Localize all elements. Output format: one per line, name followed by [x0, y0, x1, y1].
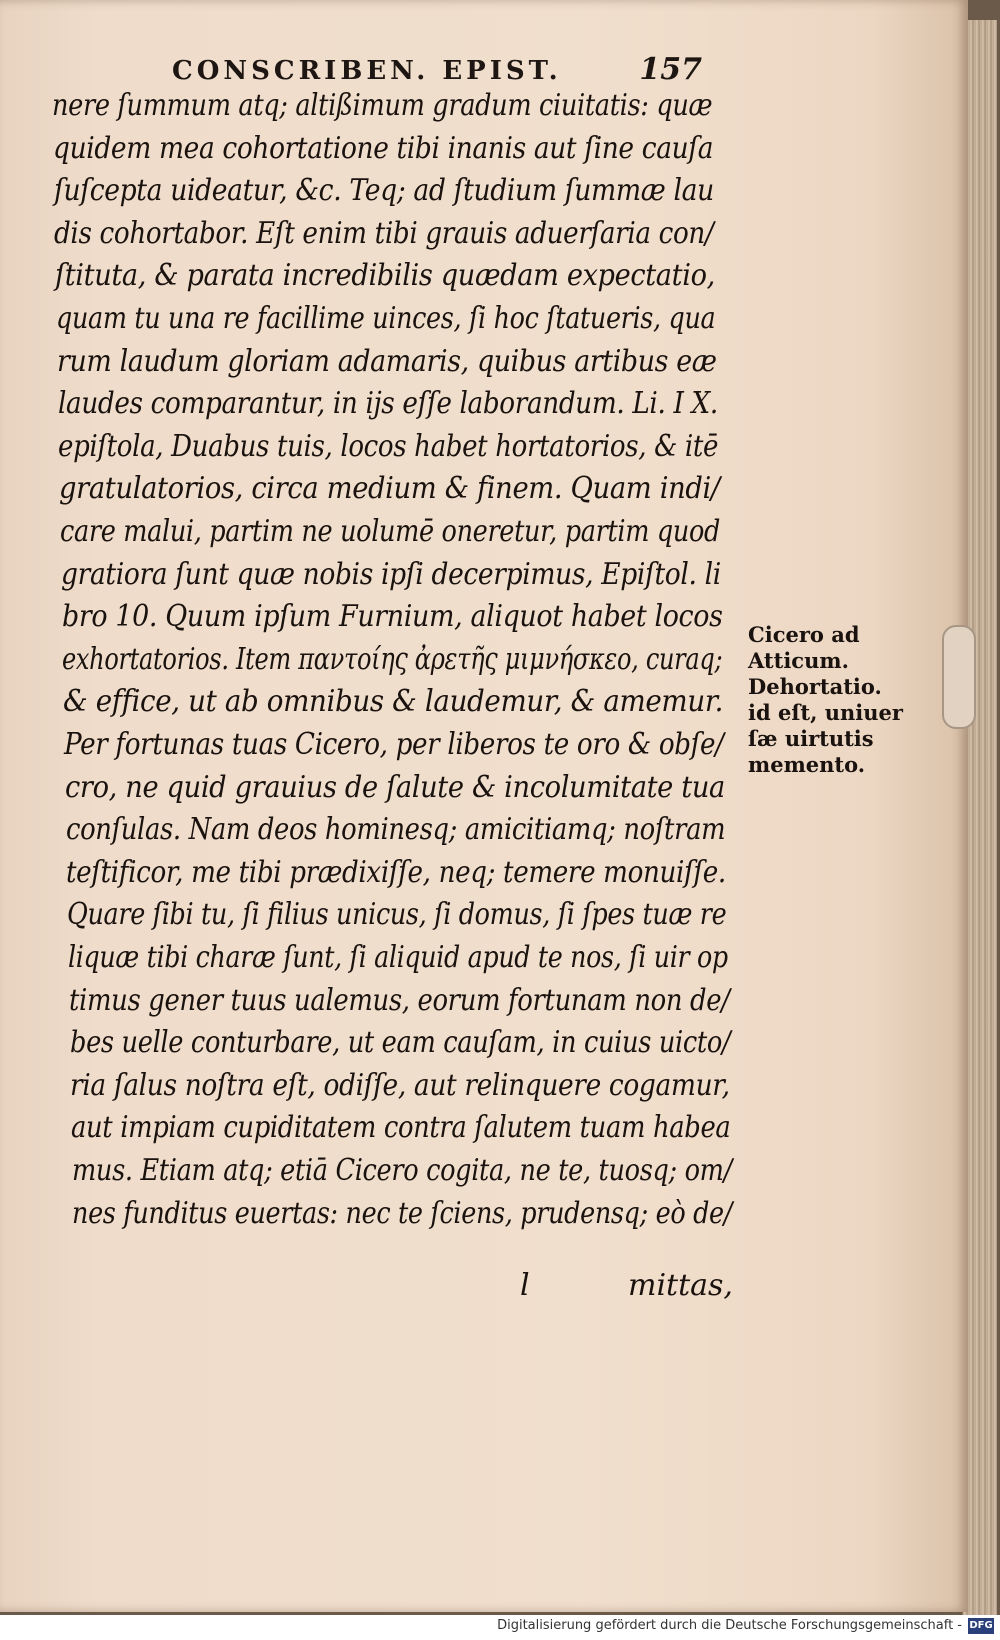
text-line: rum laudum gloriam adamaris, quibus artibus eæ [56, 343, 717, 379]
text-line: gratiora ſunt quæ nobis ipſi decerpimus, Epiſtol. li [60, 556, 721, 592]
text-line: nes funditus euertas: nec te ſciens, prudensq; eò de/ [72, 1195, 733, 1231]
signature-mark: l [520, 1268, 530, 1303]
catchword: mittas, [628, 1268, 733, 1303]
marginal-note-line: Atticum. [748, 648, 849, 673]
text-line: dis cohortabor. Eſt enim tibi grauis aduerſaria con/ [54, 215, 714, 251]
text-line: ſuſcepta uideatur, &c. Teq; ad ſtudium ſummæ lau [53, 173, 714, 209]
page-header [172, 52, 702, 87]
book-clasp [942, 625, 976, 729]
running-head: CONSCRIBEN. EPIST. [172, 56, 562, 86]
text-line: teſtificor, me tibi prædixiſſe, neq; temere monuiſſe. [66, 854, 727, 890]
text-line: aut impiam cupiditatem contra ſalutem tuam habea [71, 1110, 731, 1146]
text-line: liquæ tibi charæ ſunt, ſi aliquid apud te nos, ſi uir op [68, 940, 728, 975]
marginal-note-line: memento. [748, 752, 866, 777]
text-line: quidem mea cohortatione tibi inanis aut ſine cauſa [52, 130, 713, 166]
text-line: mus. Etiam atq; etiā Cicero cogita, ne te, tuosq; om/ [72, 1153, 732, 1188]
text-line: care malui, partim ne uolumē oneretur, partim quod [60, 514, 720, 549]
text-line: Per fortunas tuas Cicero, per liberos te oro & obſe/ [64, 727, 724, 762]
text-line: exhortatorios. Item παντοίης ἀρετῆς μιμνήσκεο, curaq; [62, 641, 723, 677]
footer-bar [0, 1615, 1000, 1640]
text-line: conſulas. Nam deos hominesq; amicitiamq; noſtram [65, 812, 725, 848]
marginal-note [748, 622, 918, 778]
text-line: timus gener tuus ualemus, eorum fortunam non de/ [68, 982, 730, 1018]
text-line: cro, ne quid grauius de ſalute & incolumitate tua [64, 769, 725, 805]
marginal-note-line: id eſt, uniuer [748, 700, 903, 725]
text-line: & effice, ut ab omnibus & laudemur, & amemur. [63, 684, 724, 720]
text-line: quam tu una re facillime uinces, ſi hoc ſtatueris, qua [56, 301, 716, 336]
text-line: bro 10. Quum ipſum Furnium, aliquot habet locos [61, 599, 723, 635]
text-line: Quare ſibi tu, ſi filius unicus, ſi domus, ſi ſpes tuæ re [67, 897, 727, 933]
text-line: epiſtola, Duabus tuis, locos habet hortatorios, & itē [58, 428, 719, 464]
marginal-note-line: Dehortatio. [748, 674, 882, 699]
text-line: nere ſummum atq; altißimum gradum ciuitatis: quæ [52, 88, 713, 123]
text-line: bes uelle conturbare, ut eam cauſam, in cuius uicto/ [69, 1025, 730, 1061]
dfg-logo: DFG [968, 1618, 994, 1634]
marginal-note-line: Cicero ad [748, 622, 860, 647]
digitization-credit: Digitalisierung gefördert durch die Deutsche Forschungsgemeinschaft - [497, 1618, 962, 1633]
text-line: laudes comparantur, in ijs eſſe laborandum. Li. I X. [57, 386, 718, 422]
page-number: 157 [639, 52, 702, 87]
text-line: ria ſalus noſtra eſt, odiſſe, aut relinquere cogamur, [70, 1067, 731, 1103]
text-line: ſtituta, & parata incredibilis quædam expectatio, [55, 258, 716, 294]
marginal-note-line: ſæ uirtutis [748, 726, 874, 751]
text-line: gratulatorios, circa medium & finem. Quam indi/ [59, 471, 720, 507]
